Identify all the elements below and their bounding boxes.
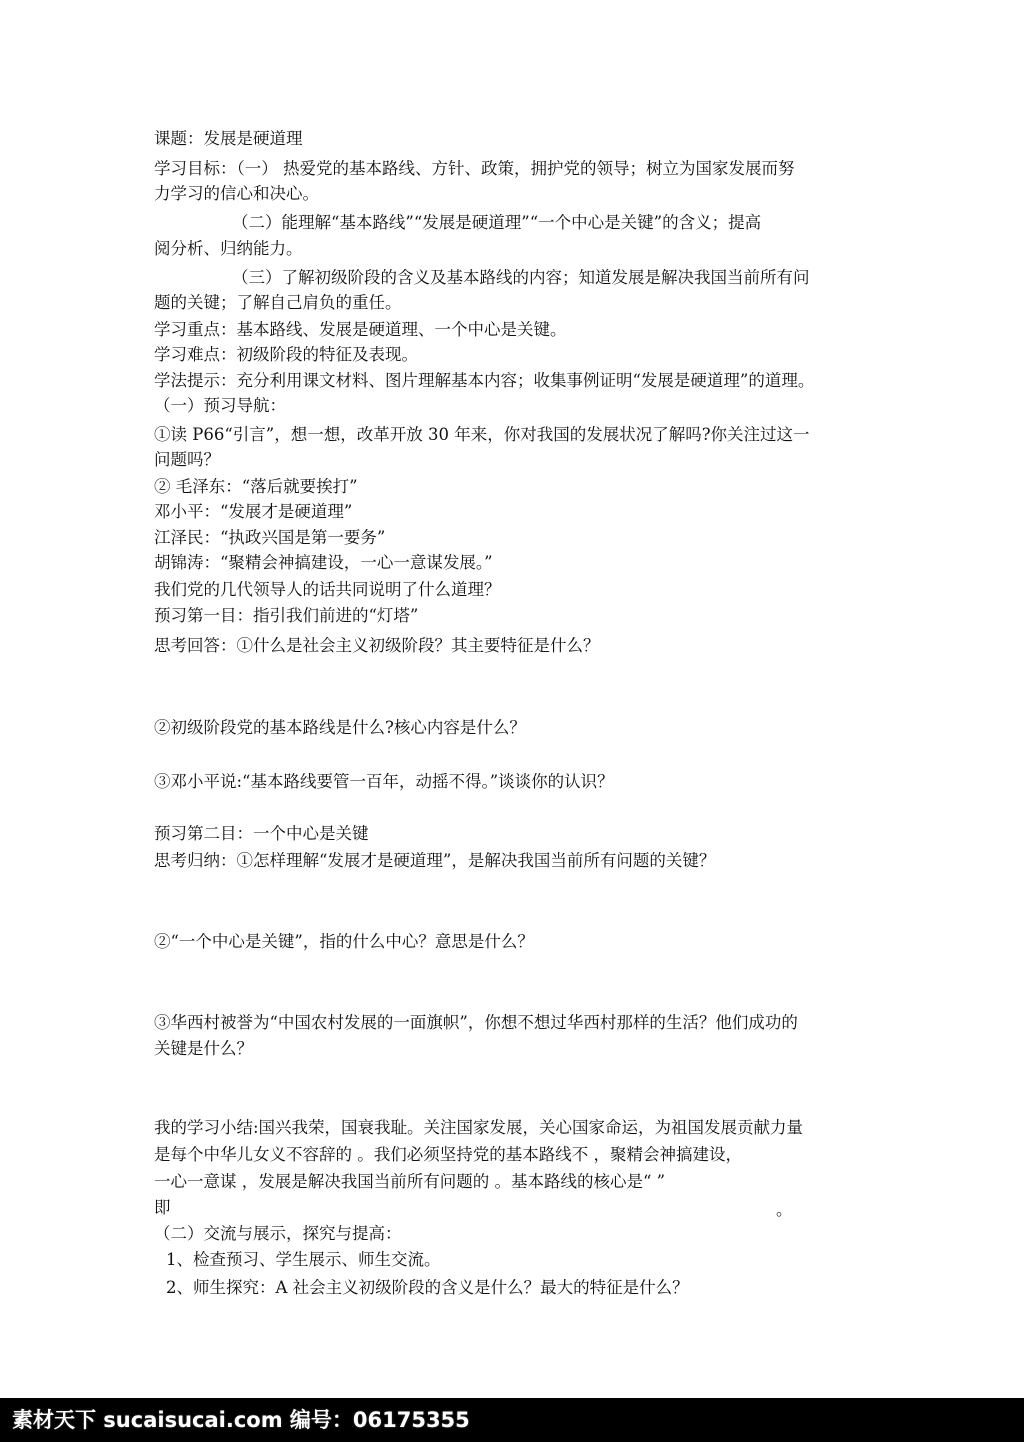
goals-line-6: 题的关键；了解自己肩负的重任。 (154, 293, 402, 312)
exchange-item-1: 1、检查预习、学生展示、师生交流。 (166, 1250, 441, 1269)
difficulties: 学习难点：初级阶段的特征及表现。 (154, 345, 418, 364)
quote-deng: 邓小平：“发展才是硬道理” (154, 502, 353, 521)
quote-hu: 胡锦涛：“聚精会神搞建设，一心一意谋发展。” (154, 553, 493, 572)
quote-mao: ② 毛泽东：“落后就要挨打” (154, 477, 358, 496)
preview-heading: （一）预习导航： (154, 396, 286, 415)
section1-question-1: 思考回答：①什么是社会主义初级阶段？其主要特征是什么？ (154, 636, 600, 655)
method-hint: 学法提示：充分利用课文材料、图片理解基本内容；收集事例证明“发展是硬道理”的道理。 (154, 371, 815, 390)
goals-line-2: 力学习的信心和决心。 (154, 184, 319, 203)
section2-question-1: 思考归纳：①怎样理解“发展才是硬道理”，是解决我国当前所有问题的关键？ (154, 851, 716, 870)
summary-line-4: 即 (154, 1198, 171, 1217)
watermark-text: 素材天下 sucaisucai.com 编号：06175355 (12, 1408, 470, 1432)
exchange-heading: （二）交流与展示，探究与提高： (154, 1224, 402, 1243)
goals-line-3: （二）能理解“基本路线”“发展是硬道理”“一个中心是关键”的含义；提高 (232, 213, 762, 232)
summary-line-4-end: 。 (776, 1200, 793, 1219)
goals-line-5: （三）了解初级阶段的含义及基本路线的内容；知道发展是解决我国当前所有问 (232, 268, 810, 287)
quote-jiang: 江泽民：“执政兴国是第一要务” (154, 528, 386, 547)
section1-question-3: ③邓小平说:“基本路线要管一百年，动摇不得。”谈谈你的认识？ (154, 772, 614, 791)
section1-title: 预习第一目：指引我们前进的“灯塔” (154, 606, 419, 625)
key-points: 学习重点：基本路线、发展是硬道理、一个中心是关键。 (154, 320, 567, 339)
section2-question-3-line-2: 关键是什么？ (154, 1039, 253, 1058)
goals-line-1: 学习目标：（一） 热爱党的基本路线、方针、政策，拥护党的领导；树立为国家发展而努 (154, 159, 795, 178)
goals-line-4: 阅分析、归纳能力。 (154, 239, 303, 258)
summary-line-1: 我的学习小结:国兴我荣，国衰我耻。关注国家发展，关心国家命运，为祖国发展贡献力量 (154, 1118, 804, 1137)
section2-question-2: ②“一个中心是关键”，指的什么中心？意思是什么？ (154, 932, 534, 951)
quote-question: 我们党的几代领导人的话共同说明了什么道理？ (154, 580, 501, 599)
section1-question-2: ②初级阶段党的基本路线是什么?核心内容是什么？ (154, 718, 526, 737)
exchange-item-2: 2、师生探究：A 社会主义初级阶段的含义是什么？最大的特征是什么？ (166, 1278, 689, 1297)
lesson-title: 课题：发展是硬道理 (154, 129, 303, 148)
summary-line-2: 是每个中华儿女义不容辞的 。我们必须坚持党的基本路线不 ，聚精会神搞建设， (154, 1145, 742, 1164)
preview-q1-line-2: 问题吗？ (154, 450, 220, 469)
summary-line-3: 一心一意谋 ，发展是解决我国当前所有问题的 。基本路线的核心是“ ” (154, 1172, 666, 1191)
section2-question-3-line-1: ③华西村被誉为“中国农村发展的一面旗帜”，你想不想过华西村那样的生活？他们成功的 (154, 1013, 798, 1032)
preview-q1-line-1: ①读 P66“引言”，想一想，改革开放 30 年来，你对我国的发展状况了解吗?你关注过这一 (154, 425, 810, 444)
section2-title: 预习第二目：一个中心是关键 (154, 824, 369, 843)
